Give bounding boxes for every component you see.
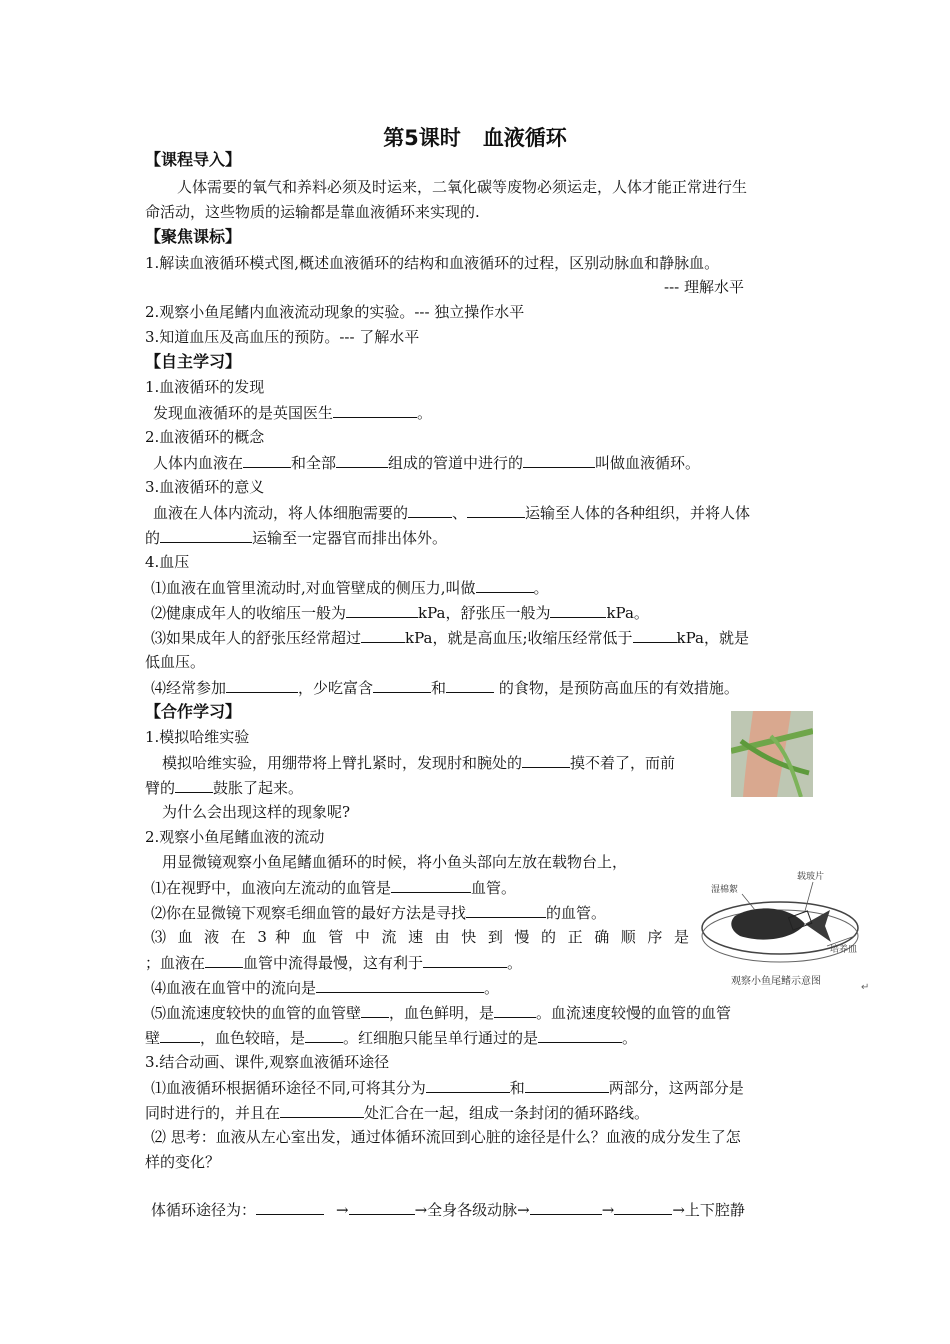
coop-heading-2: 2.观察小鱼尾鳍血液的流动 (145, 828, 325, 846)
self-question-2: 人体内血液在 和全部 组成的管道中进行的 叫做血液循环。 (153, 454, 701, 472)
blank-diastolic[interactable] (550, 602, 606, 618)
blank-systolic[interactable] (346, 602, 418, 618)
blank-flow-direction[interactable] (316, 977, 484, 993)
blank-pulmonary[interactable] (525, 1077, 609, 1093)
blank-fat[interactable] (446, 677, 494, 693)
objective-1: 1.解读血液循环模式图,概述血液循环的结构和血液循环的过程，区别动脉血和静脉血。 (145, 254, 720, 272)
harvey-question-c: 为什么会出现这样的现象呢? (162, 803, 351, 821)
section-heading-self-study: 【自主学习】 (145, 352, 242, 371)
blank-systemic[interactable] (426, 1077, 510, 1093)
objective-1-level: --- 理解水平 (664, 278, 744, 296)
section-heading-intro: 【课程导入】 (145, 150, 242, 169)
self-question-3a: 血液在人体内流动，将人体细胞需要的 、 运输至人体的各种组织，并将人体 (153, 504, 751, 522)
blank-vein[interactable] (175, 777, 213, 793)
blank-waste[interactable] (160, 527, 252, 543)
blank-artery[interactable] (391, 877, 471, 893)
lesson-number: 第5课时 (383, 126, 461, 150)
self-heading-1: 1.血液循环的发现 (145, 378, 265, 396)
fish-question-5a: ⑸血流速度较快的血管的血管壁 ，血色鲜明，是 。血流速度较慢的血管的血管 (151, 1004, 732, 1022)
intro-line-1: 人体需要的氧气和养料必须及时运来，二氧化碳等废物必须运走，人体才能正常进行生 (177, 178, 748, 196)
blank-low-bp[interactable] (633, 627, 677, 643)
circulation-question-2a: ⑵ 思考：血液从左心室出发，通过体循环流回到心脏的途径是什么？血液的成分发生了怎 (151, 1128, 741, 1146)
objective-3: 3.知道血压及高血压的预防。--- 了解水平 (145, 328, 420, 346)
return-mark: ↵ (861, 982, 870, 992)
fish-question-3b: ；血液在 血管中流得最慢，这有利于 。 (145, 954, 523, 972)
blank-high-bp[interactable] (361, 627, 405, 643)
blank-blood-pressure[interactable] (476, 577, 534, 593)
bp-question-2: ⑵健康成年人的收缩压一般为 kPa，舒张压一般为 kPa。 (151, 604, 649, 622)
coop-heading-1: 1.模拟哈维实验 (145, 728, 250, 746)
label-wet-cotton: 湿棉絮 (711, 885, 739, 895)
page-title (0, 122, 950, 152)
circulation-question-1a: ⑴血液循环根据循环途径不同,可将其分为 和 两部分，这两部分是 (151, 1079, 744, 1097)
blank-capillary[interactable] (466, 902, 546, 918)
blank-pulse[interactable] (522, 752, 570, 768)
fish-question-3a: ⑶ 血 液 在 3 种 血 管 中 流 速 由 快 到 慢 的 正 确 顺 序 是 (151, 928, 689, 946)
blank-single-file[interactable] (538, 1027, 622, 1043)
blank-salt[interactable] (373, 677, 431, 693)
blank-flow[interactable] (523, 452, 595, 468)
fish-question-1: ⑴在视野中，血液向左流动的血管是 血管。 (151, 879, 517, 897)
blank-thick-wall[interactable] (361, 1002, 389, 1018)
fish-question-2: ⑵你在显微镜下观察毛细血管的最好方法是寻找 的血管。 (151, 904, 607, 922)
figure-caption: 观察小鱼尾鳍示意图 (731, 976, 821, 987)
blank-oxygen[interactable] (408, 502, 452, 518)
self-question-3b: 的 运输至一定器官而排出体外。 (145, 529, 448, 547)
self-question-1: 发现血液循环的是英国医生 。 (153, 404, 433, 422)
self-heading-3: 3.血液循环的意义 (145, 478, 265, 496)
bp-question-3a: ⑶如果成年人的舒张压经常超过 kPa，就是高血压;收缩压经常低于 kPa，就是 (151, 629, 749, 647)
blank-exchange[interactable] (423, 952, 507, 968)
blank-exercise[interactable] (226, 677, 298, 693)
arm-bandage-photo (731, 711, 813, 797)
label-petri-dish: 培养皿 (830, 945, 858, 955)
circulation-question-1b: 同时进行的，并且在 处汇合在一起，组成一条封闭的循环路线。 (145, 1104, 650, 1122)
fish-question-4: ⑷血液在血管中的流向是 。 (151, 979, 500, 997)
blank-path-1[interactable] (256, 1199, 324, 1215)
harvey-question-a: 模拟哈维实验，用绷带将上臂扎紧时，发现肘和腕处的 摸不着了，而前 (162, 754, 676, 772)
lesson-topic: 血液循环 (482, 126, 567, 150)
section-heading-cooperative: 【合作学习】 (145, 702, 242, 721)
systemic-path: 体循环途径为： → →全身各级动脉→ → →上下腔静 (151, 1201, 745, 1219)
fish-question-5b: 壁 ，血色较暗，是 。红细胞只能呈单行通过的是 。 (145, 1029, 638, 1047)
blank-nutrients[interactable] (467, 502, 525, 518)
bp-question-4: ⑷经常参加 ，少吃富含 和 的食物，是预防高血压的有效措施。 (151, 679, 739, 697)
blank-heart-junction[interactable] (280, 1102, 364, 1118)
blank-heart[interactable] (243, 452, 291, 468)
blank-path-3[interactable] (530, 1199, 602, 1215)
blank-path-4[interactable] (614, 1199, 672, 1215)
section-heading-objectives: 【聚焦课标】 (145, 227, 242, 246)
blank-artery-type[interactable] (494, 1002, 536, 1018)
circulation-question-2b: 样的变化？ (145, 1153, 221, 1171)
blank-slowest[interactable] (205, 952, 243, 968)
objective-2: 2.观察小鱼尾鳍内血液流动现象的实验。--- 独立操作水平 (145, 303, 525, 321)
self-heading-2: 2.血液循环的概念 (145, 428, 265, 446)
fish-intro: 用显微镜观察小鱼尾鳍血循环的时候，将小鱼头部向左放在载物台上， (162, 853, 628, 871)
blank-doctor[interactable] (333, 402, 417, 418)
blank-vein-type[interactable] (305, 1027, 343, 1043)
fish-tail-diagram (695, 866, 875, 992)
harvey-question-b: 臂的 鼓胀了起来。 (145, 779, 304, 797)
coop-heading-3: 3.结合动画、课件,观察血液循环途径 (145, 1053, 390, 1071)
blank-path-2[interactable] (349, 1199, 415, 1215)
blank-vessels[interactable] (336, 452, 388, 468)
self-heading-4: 4.血压 (145, 553, 190, 571)
bp-question-3b: 低血压。 (145, 653, 206, 671)
label-slide: 载玻片 (797, 872, 825, 882)
intro-line-2: 命活动，这些物质的运输都是靠血液循环来实现的. (145, 203, 480, 221)
bp-question-1: ⑴血液在血管里流动时,对血管壁成的侧压力,叫做 。 (151, 579, 549, 597)
blank-thin-wall[interactable] (160, 1027, 200, 1043)
